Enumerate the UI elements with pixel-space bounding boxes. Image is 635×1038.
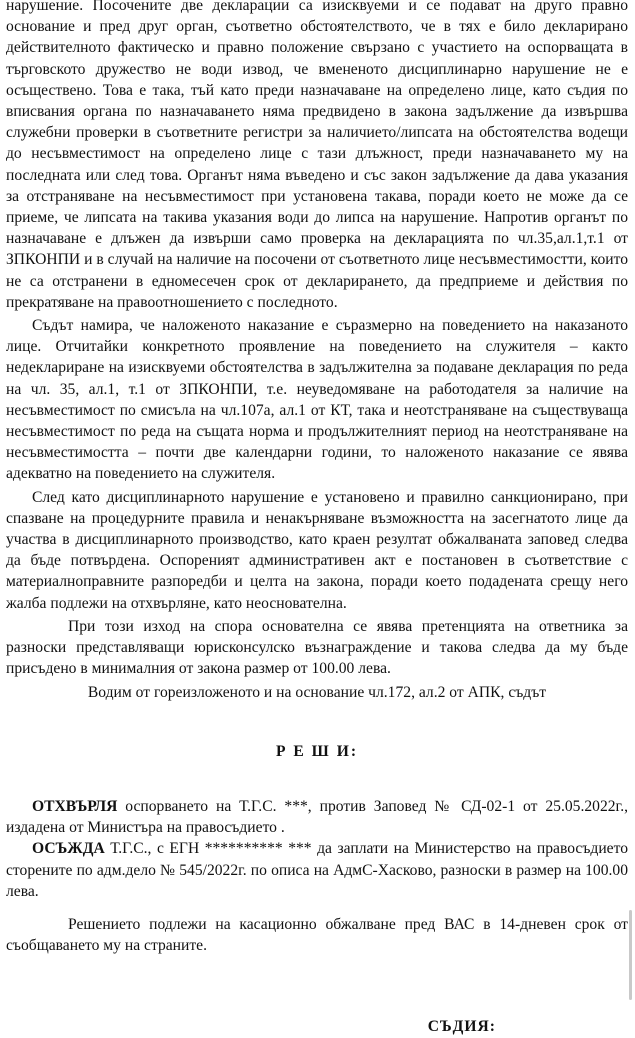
ruling-orders-keyword: ОСЪЖДА [32,840,105,858]
ruling-appeal-notice: Решението подлежи на касационно обжалване пред ВАС в 14-дневен срок от съобщаването му на страните. [6,915,628,955]
document-page [6,0,628,1038]
paragraph-reasoning-declarations: нарушение. Посочените две декларации са изисквуеми и се подават на друго правно основание и пред друг орган, съответно обстоятелството, че в тях е било декларирано действителното фактическо и правно положение свързано с участието на оспорващата в търговското дружество не води извод, че вмененото дисциплинарно нарушение не е осъществено. Това е така, тъй като преди назначаване на определено лице, като съдия по вписвания органа по назначаването няма предвидено в закона задължение да извършва служебни проверки в съответните регистри за наличието/липсата на обстоятелства водещи до несъвместимост на определено лице с тази длъжност, преди назначаването му на последната или след това. Органът няма въведено и със закон задължение да дава указания за отстраняване на несъвместимост при установена такава, поради което не може да се приеме, че липсата на такива указания води до липса на нарушение. Напротив органът по назначаване е длъжен да извърши само проверка на декларацията по чл.35,ал.1,т.1 от ЗПКОНПИ и в случай на наличие на посочени от съответното лице несъвместимостти, които не са отстранени в едномесечен срок от декларирането, да предприеме и действия по прекратяване на правоотношението с последното. [6,0,628,311]
ruling-dismisses [6,796,628,838]
ruling-dismisses-text: оспорването на Т.Г.С. ***, против Заповед № СД-02-1 от 25.05.2022г., издадена от Министъра на правосъдието . [6,797,628,837]
paragraph-procedure-upheld: След като дисциплинарното нарушение е установено и правилно санкционирано, при спазване на процедурните правила и ненакърняване възможността на засегнатото лице да участва в дисциплинарното производство, като краен резултат обжалваната заповед следва да бъде потвърдена. Оспореният административен акт е постановен в съответствие с материалноправните разпоредби и целта на закона, поради което подадената срещу него жалба подлежи на отхвърляне, като неоснователна. [6,488,628,612]
ruling-heading: Р Е Ш И: [275,742,359,760]
paragraph-grounds: Водим от гореизложеното и на основание чл.172, ал.2 от АПК, съдът [87,683,547,701]
paragraph-proportionate-penalty: Съдът намира, че наложеното наказание е съразмерно на поведението на наказаното лице. Отчитайки конкретното проявление на поведението на служителя – както недеклариране на изисквуеми обстоятелства в задължителна за подаване декларация по реда на чл. 35, ал.1, т.1 от ЗПКОНПИ, т.е. неуведомяване на работодателя за наличие на несъвместимост по смисъла на чл.107а, ал.1 от КТ, така и неотстраняване на съществуваща несъвместимост по реда на същата норма и продължителният период на неотстраняване на несъвместимостта – почти две календарни години, то наложеното наказание се явява адекватно на поведението на служителя. [6,317,628,483]
scrollbar[interactable] [629,910,632,1000]
ruling-dismisses-keyword: ОТХВЪРЛЯ [32,797,118,815]
ruling-orders-costs [6,838,628,902]
ruling-orders-text: Т.Г.С., с ЕГН ********** *** да заплати на Министерство на правосъдието сторените по адм.дело № 545/2022г. по описа на АдмС-Хасково, разноски в размер на 100.00 лева. [6,840,628,900]
judge-signature-label: СЪДИЯ: [427,1018,496,1036]
paragraph-costs: При този изход на спора основателна се явява претенцията на ответника за разноски представляващи юрисконсулско възнаграждение и такова следва да му бъде присъдено в минималния от закона размер от 100.00 лева. [6,617,628,678]
